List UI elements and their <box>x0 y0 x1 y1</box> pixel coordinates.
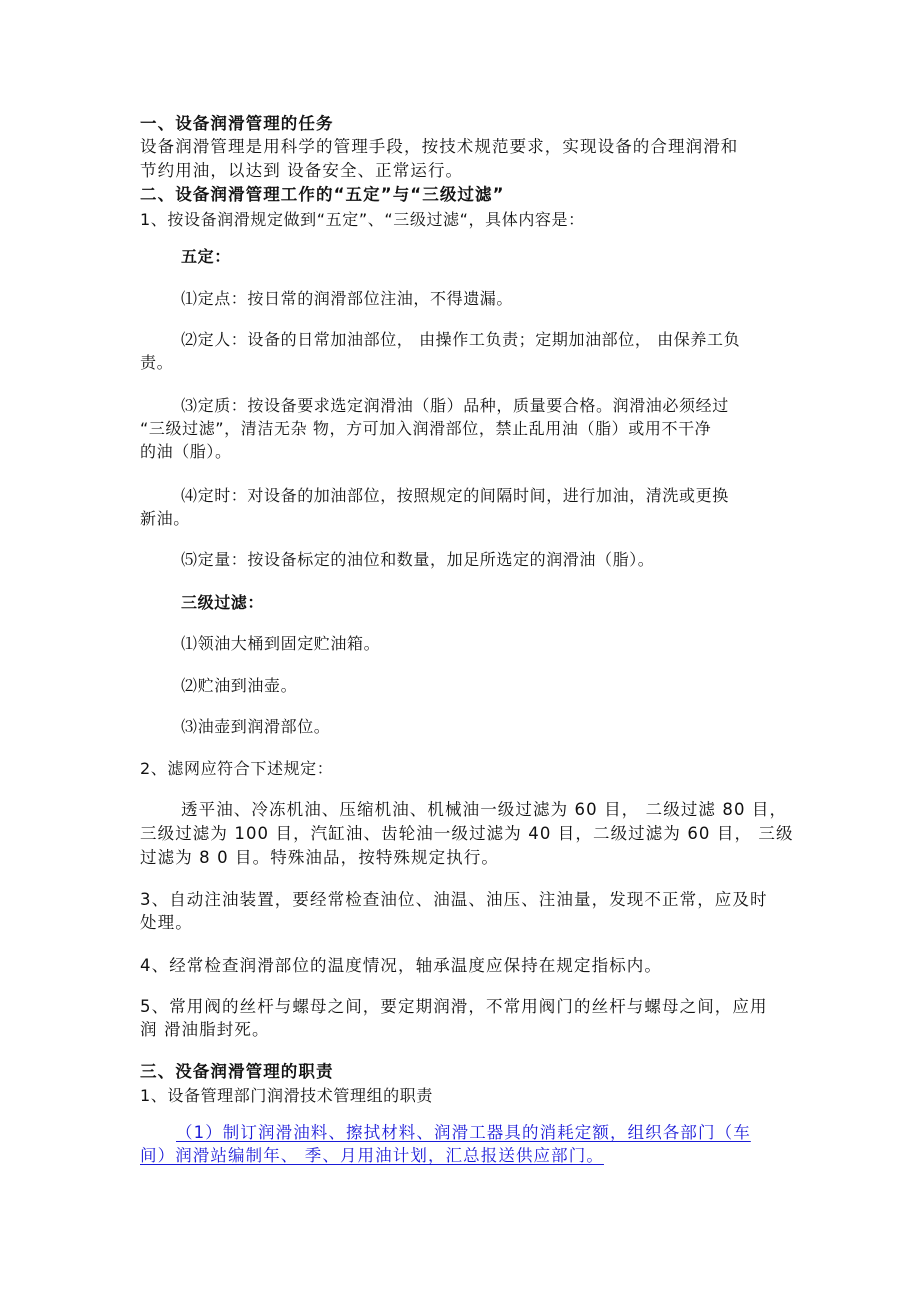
item-1-intro: 1、按设备润滑规定做到“五定”、“三级过滤“，具体内容是： <box>140 210 585 229</box>
item-2-line-2: 三级过滤为 100 目，汽缸油、齿轮油一级过滤为 40 目，二级过滤为 60 目， 三级 <box>140 824 794 843</box>
five-fixed-title: 五定： <box>181 247 231 266</box>
item-2-line-1: 透平油、冷冻机油、压缩机油、机械油一级过滤为 60 目， 二级过滤 80 目， <box>181 800 788 819</box>
item-5-line-2: 润 滑油脂封死。 <box>140 1020 270 1039</box>
section-3-heading: 三、没备润滑管理的职责 <box>140 1062 334 1081</box>
section-1-text-line-1: 设备润滑管理是用科学的管理手段，按技术规范要求，实现设备的合理润滑和 <box>140 137 739 156</box>
five-item-1: ⑴定点：按日常的润滑部位注油，不得遗漏。 <box>181 289 514 308</box>
three-filter-item-3: ⑶油壶到润滑部位。 <box>181 717 331 736</box>
duty-link-line-2[interactable]: 间）润滑站编制年、 季、月用油计划，汇总报送供应部门。 <box>140 1146 604 1165</box>
item-4: 4、经常检查润滑部位的温度情况，轴承温度应保持在规定指标内。 <box>140 956 662 975</box>
five-item-4-line-2: 新油。 <box>140 509 190 528</box>
section-2-heading: 二、设备润滑管理工作的“五定”与“三级过滤” <box>140 185 505 204</box>
five-item-3-line-2: “三级过滤”，清洁无杂 物，方可加入润滑部位，禁止乱用油（脂）或用不干净 <box>140 419 712 438</box>
five-item-4-line-1: ⑷定时：对设备的加油部位，按照规定的间隔时间，进行加油，清洗或更换 <box>181 486 729 505</box>
section-3-item-1: 1、设备管理部门润滑技术管理组的职责 <box>140 1086 433 1105</box>
five-item-2-line-1: ⑵定人：设备的日常加油部位， 由操作工负责；定期加油部位， 由保养工负 <box>181 330 741 349</box>
item-5-line-1: 5、常用阀的丝杆与螺母之间，要定期润滑，不常用阀门的丝杆与螺母之间，应用 <box>140 997 768 1016</box>
item-3-line-2: 处理。 <box>140 913 193 932</box>
three-filter-title: 三级过滤： <box>181 593 265 612</box>
three-filter-item-1: ⑴领油大桶到固定贮油箱。 <box>181 634 381 653</box>
duty-link-line-1[interactable]: （1）制订润滑油料、擦拭材料、润滑工器具的消耗定额，组织各部门（车 <box>176 1123 751 1142</box>
five-item-3-line-3: 的油（脂）。 <box>140 442 232 461</box>
five-item-3-line-1: ⑶定质：按设备要求选定润滑油（脂）品种，质量要合格。润滑油必须经过 <box>181 396 729 415</box>
item-3-line-1: 3、自动注油装置，要经常检查油位、油温、油压、注油量，发现不正常，应及时 <box>140 890 768 909</box>
item-2-line-3: 过滤为 8 0 目。特殊油品，按特殊规定执行。 <box>140 848 500 867</box>
item-2-heading: 2、滤网应符合下述规定： <box>140 759 334 778</box>
five-item-2-line-2: 责。 <box>140 353 174 372</box>
three-filter-item-2: ⑵贮油到油壶。 <box>181 676 298 695</box>
five-item-5: ⑸定量：按设备标定的油位和数量，加足所选定的润滑油（脂）。 <box>181 550 655 569</box>
section-1-text-line-2: 节约用油，以达到 设备安全、正常运行。 <box>140 161 464 180</box>
section-1-heading: 一、设备润滑管理的任务 <box>140 114 334 133</box>
